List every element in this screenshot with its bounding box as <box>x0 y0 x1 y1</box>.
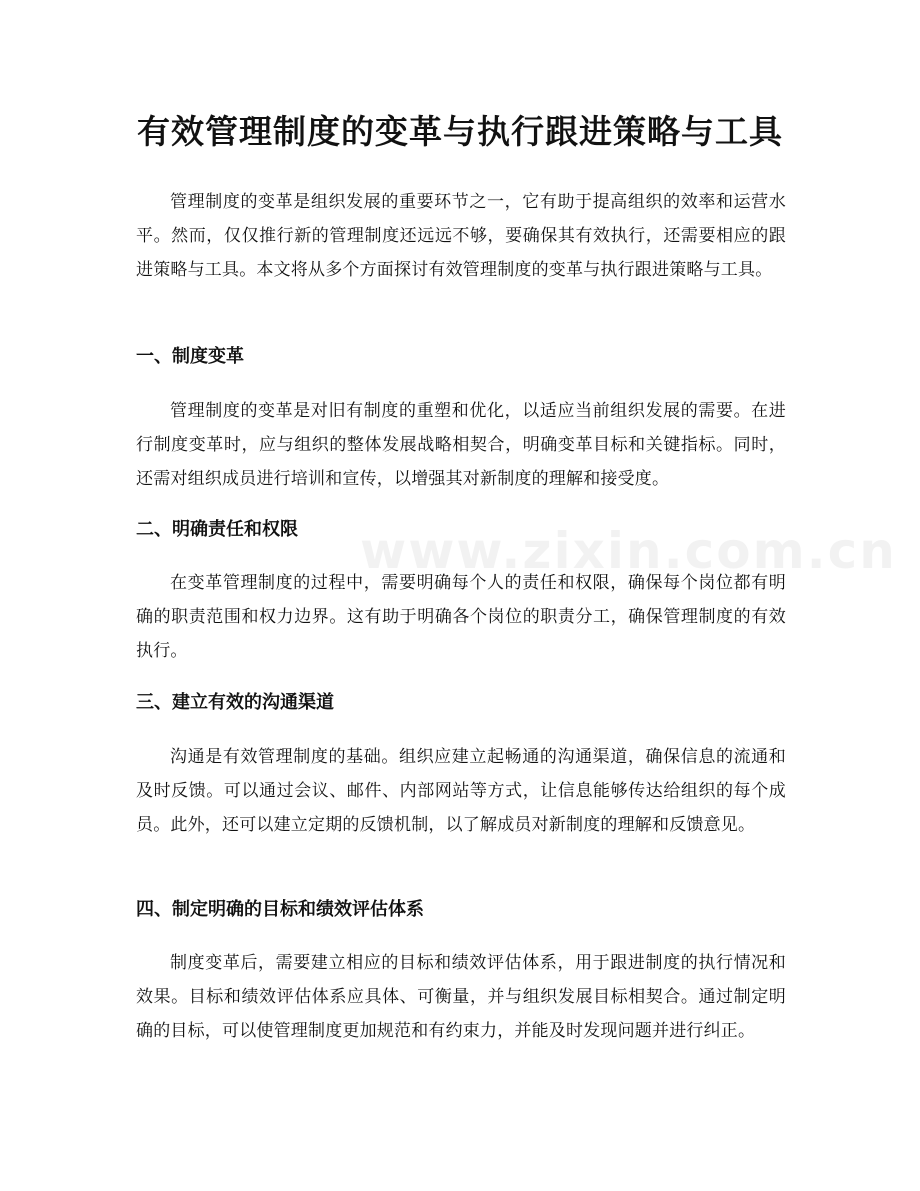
watermark: www.zixin.com.cn <box>360 522 897 580</box>
section-body-1: 管理制度的变革是对旧有制度的重塑和优化，以适应当前组织发展的需要。在进行制度变革时，应与组织的整体发展战略相契合，明确变革目标和关键指标。同时，还需对组织成员进行培训和宣传，以增强其对新制度的理解和接受度。 <box>136 401 786 489</box>
section-heading-4: 四、制定明确的目标和绩效评估体系 <box>136 899 424 920</box>
document-title: 有效管理制度的变革与执行跟进策略与工具 <box>137 112 783 151</box>
intro-paragraph: 管理制度的变革是组织发展的重要环节之一，它有助于提高组织的效率和运营水平。然而，仅仅推行新的管理制度还远远不够，要确保其有效执行，还需要相应的跟进策略与工具。本文将从多个方面探讨有效管理制度的变革与执行跟进策略与工具。 <box>136 192 786 280</box>
section-heading-2: 二、明确责任和权限 <box>136 519 298 540</box>
section-body-4: 制度变革后，需要建立相应的目标和绩效评估体系，用于跟进制度的执行情况和效果。目标和绩效评估体系应具体、可衡量，并与组织发展目标相契合。通过制定明确的目标，可以使管理制度更加规范和有约束力，并能及时发现问题并进行纠正。 <box>136 953 786 1041</box>
section-heading-1: 一、制度变革 <box>136 346 244 367</box>
section-body-3: 沟通是有效管理制度的基础。组织应建立起畅通的沟通渠道，确保信息的流通和及时反馈。可以通过会议、邮件、内部网站等方式，让信息能够传达给组织的每个成员。此外，还可以建立定期的反馈机制，以了解成员对新制度的理解和反馈意见。 <box>136 747 786 835</box>
section-body-2: 在变革管理制度的过程中，需要明确每个人的责任和权限，确保每个岗位都有明确的职责范围和权力边界。这有助于明确各个岗位的职责分工，确保管理制度的有效执行。 <box>136 573 786 661</box>
section-heading-3: 三、建立有效的沟通渠道 <box>136 692 334 713</box>
